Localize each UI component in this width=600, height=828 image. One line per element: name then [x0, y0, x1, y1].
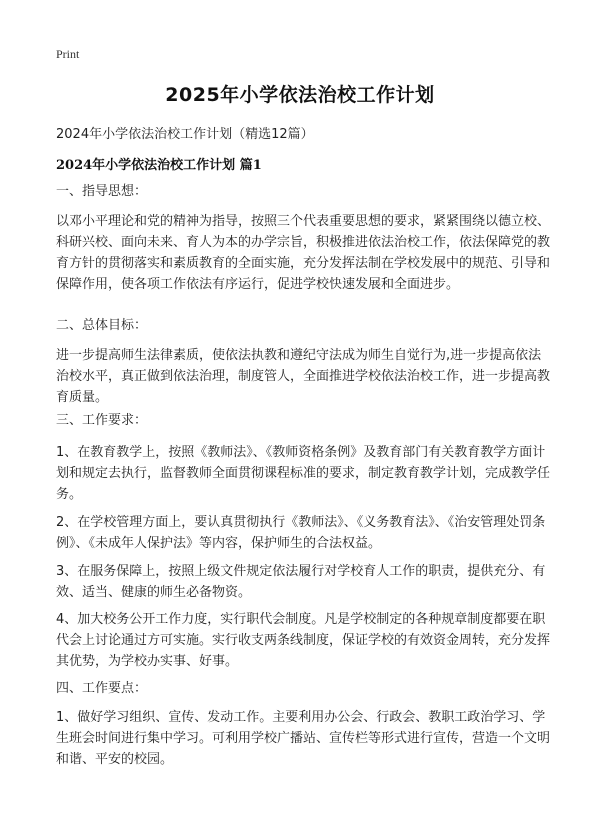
paragraph-work-point-1: 1、做好学习组织、宣传、发动工作。主要利用办公会、行政会、教职工政治学习、学生班会时间进行集中学习。可利用学校广播站、宣传栏等形式进行宣传，营造一个文明和谐、平安的校园。 [56, 710, 551, 767]
paragraph-guiding-ideology: 以邓小平理论和党的精神为指导，按照三个代表重要思想的要求，紧紧围绕以德立校、科研兴校、面向未来、育人为本的办学宗旨，积极推进依法治校工作，依法保障党的教育方针的贯彻落实和素质教育的全面实施，充分发挥法制在学校发展中的规范、引导和保障作用，使各项工作依法有序运行，促进学校快速发展和全面进步。 [56, 214, 551, 292]
paragraph-requirement-2: 2、在学校管理方面上，要认真贯彻执行《教师法》、《义务教育法》、《治安管理处罚条例》、《未成年人保护法》等内容，保护师生的合法权益。 [56, 515, 546, 551]
paragraph-overall-goals: 进一步提高师生法律素质，使依法执教和遵纪守法成为师生自觉行为,进一步提高依法治校水平，真正做到依法治理，制度管人，全面推进学校依法治校工作，进一步提高教育质量。 [56, 348, 551, 405]
heading-work-points: 四、工作要点： [56, 681, 148, 696]
heading-guiding-ideology: 一、指导思想： [56, 184, 148, 199]
paragraph-requirement-1: 1、在教育教学上，按照《教师法》、《教师资格条例》及教育部门有关教育教学方面计划和规定去执行，监督教师全面贯彻课程标准的要求，制定教育教学计划，完成教学任务。 [56, 445, 551, 502]
heading-work-requirements: 三、工作要求： [56, 413, 148, 428]
heading-overall-goals: 二、总体目标： [56, 318, 148, 333]
paragraph-requirement-3: 3、在服务保障上，按照上级文件规定依法履行对学校育人工作的职责，提供充分、有效、适当、健康的师生必备物资。 [56, 564, 546, 600]
print-label: Print [56, 47, 80, 61]
document-title: 2025年小学依法治校工作计划 [165, 84, 435, 106]
document-subtitle: 2024年小学依法治校工作计划（精选12篇） [56, 127, 314, 142]
paragraph-requirement-4: 4、加大校务公开工作力度，实行职代会制度。凡是学校制定的各种规章制度都要在职代会上讨论通过方可实施。实行收支两条线制度，保证学校的有效资金周转，充分发挥其优势，为学校办实事、好事。 [56, 612, 551, 669]
section-title: 2024年小学依法治校工作计划 篇1 [56, 158, 262, 173]
